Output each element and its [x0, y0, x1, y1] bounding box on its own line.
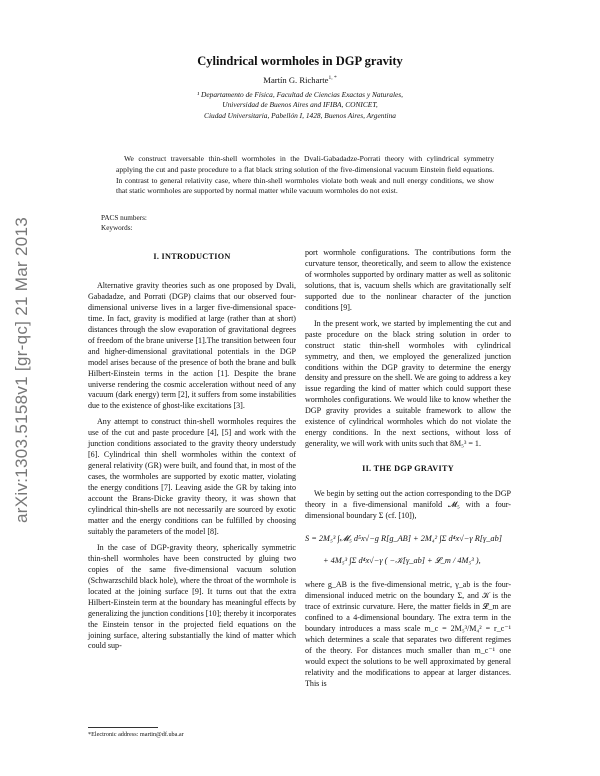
left-column [88, 252, 296, 652]
affiliation-line-2: Universidad de Buenos Aires and IFIBA, CONICET, [222, 100, 378, 110]
author-marks: 1, * [328, 75, 337, 82]
pacs-numbers: PACS numbers: [101, 214, 147, 222]
pacs-block [101, 214, 147, 233]
intro-paragraph-1: Alternative gravity theories such as one proposed by Dvali, Gabadadze, and Porrati (DGP) claims that our observed four-dimensional universe lives in a larger five-dimensional space-time. In fact, gravity is modified at large (rather than at short) distances through the slow evaporation of gravitational degrees of freedom of the brane universe [1].The transition between four and higher-dimensional gravitational potentials in the DGP model arises because of the presence of both the brane and bulk Hilbert-Einstein terms in the action [1]. Despite the brane universe rendering the cosmic acceleration without need of any vacuum (dark energy) term [2], it suffers from some instabilities due to the existence of ghost-like excitations [3]. [88, 280, 296, 411]
intro-paragraph-3: In the case of DGP-gravity theory, spherically symmetric thin-shell wormholes have been constructed by gluing two copies of the same five-dimensional vacuum solution (Schwarzschild black hole), where the throat of the wormhole is located at the joining surface [9]. It turns out that the extra Hilbert-Einstein term at the boundary has meaningful effects by generalizing the junction conditions [10]; thereby it incorporates the Einstein tensor in the projected field equations on the joining surface, altering substantially the kind of matter which could sup- [88, 542, 296, 651]
section-heading-dgp-gravity: II. THE DGP GRAVITY [362, 464, 454, 474]
author-name: Martín G. Richarte [263, 75, 329, 85]
dgp-paragraph-1: We begin by setting out the action corresponding to the DGP theory in a five-dimensional manifold 𝓜₅ with a four-dimensional boundary Σ (cf. [10]), [305, 489, 511, 521]
affiliation-line-3: Ciudad Universitaria, Pabellón I, 1428, Buenos Aires, Argentina [204, 110, 396, 120]
affiliation-line-1: ¹ Departamento de Física, Facultad de Ciencias Exactas y Naturales, [196, 90, 404, 99]
right-column [305, 248, 511, 690]
intro-paragraph-4: port wormhole configurations. The contributions form the curvature tensor, theoretically, and seem to allow the existence of wormholes supported by ordinary matter as well as solitonic solutions, that is, vacuum shells which are gravitationally self supported due to the nonlinear character of the junction conditions [9]. [305, 248, 511, 312]
equation-line-2: + 4M₅³ ∫Σ d⁴x√−γ ( −𝒦[γ_ab] + 𝓛_m / 4M₅³ ), [323, 555, 481, 565]
arxiv-identifier-text: arXiv:1303.5158v1 [gr-qc] 21 Mar 2013 [12, 217, 31, 523]
action-equation [305, 522, 511, 580]
intro-paragraph-2: Any attempt to construct thin-shell wormholes requires the use of the cut and paste procedure [4], [5] and work with the junction conditions associated to the gravity theory understudy [6]. Cylindrical thin shell wormholes within the context of general relativity (GR) were built, and found that, in most of the cases, the wormholes are supported by exotic matter, violating the energy conditions [7]. Leaving aside the GR by taking into account the Brans-Dicke gravity theory, it was shown that cylindrical thin-shells are not necessarily are sourced by exotic matter and the energy conditions can be fulfilled by choosing suitably the parameters of the model [8]. [88, 417, 296, 536]
dgp-paragraph-2: where g_AB is the five-dimensional metric, γ_ab is the four-dimensional induced metric on the boundary Σ, and 𝒦 is the trace of extrinsic curvature. Here, the matter fields in 𝓛_m are confined to a 4-dimensional boundary. The extra term in the boundary introduces a mass scale m_c = 2M₅³/M₄² = r_c⁻¹ which determines a scale that separates two different regimes of the theory. For distances much smaller than m_c⁻¹ one would expect the solutions to be well approximated by general relativity and the modifications to appear at larger distances. This is [305, 579, 511, 688]
footnote: *Electronic address: martin@df.uba.ar [88, 731, 184, 738]
keywords: Keywords: [101, 223, 133, 232]
affiliation [100, 90, 500, 121]
author-line [100, 75, 500, 85]
paper-title: Cylindrical wormholes in DGP gravity [197, 54, 403, 68]
arxiv-identifier [8, 210, 36, 530]
abstract: We construct traversable thin-shell wormholes in the Dvali-Gabadadze-Porrati theory with cylindrical symmetry applying the cut and paste procedure to a flat black string solution of the five-dimensional vacuum Einstein field equations. In contrast to general relativity case, where thin-shell wormholes violate both weak and null energy conditions, we show that static wormholes are supported by normal matter while vacuum wormholes do not exist. [116, 154, 494, 196]
footnote-rule [88, 727, 158, 728]
intro-paragraph-5: In the present work, we started by implementing the cut and paste procedure on the black string solution in order to construct static thin-shell wormholes with cylindrical symmetry, and then, we employed the generalized junction conditions within the DGP gravity to determine the energy density and pressure on the shell. We are going to address a key issue regarding the kind of matter which could support these wormholes configurations. We would like to know whether the DGP gravity provides a suitable framework to allow the existence of cylindrical wormholes which do not violate the energy conditions. In the next sections, without loss of generality, we will work with units such that 8M₅³ = 1. [305, 318, 511, 449]
section-heading-introduction: I. INTRODUCTION [153, 252, 231, 261]
equation-line-1: S = 2M₅³ ∫𝓜₅ d⁵x√−g R[g_AB] + 2M₄² ∫Σ d⁴x√−γ R[γ_ab] [305, 533, 502, 543]
